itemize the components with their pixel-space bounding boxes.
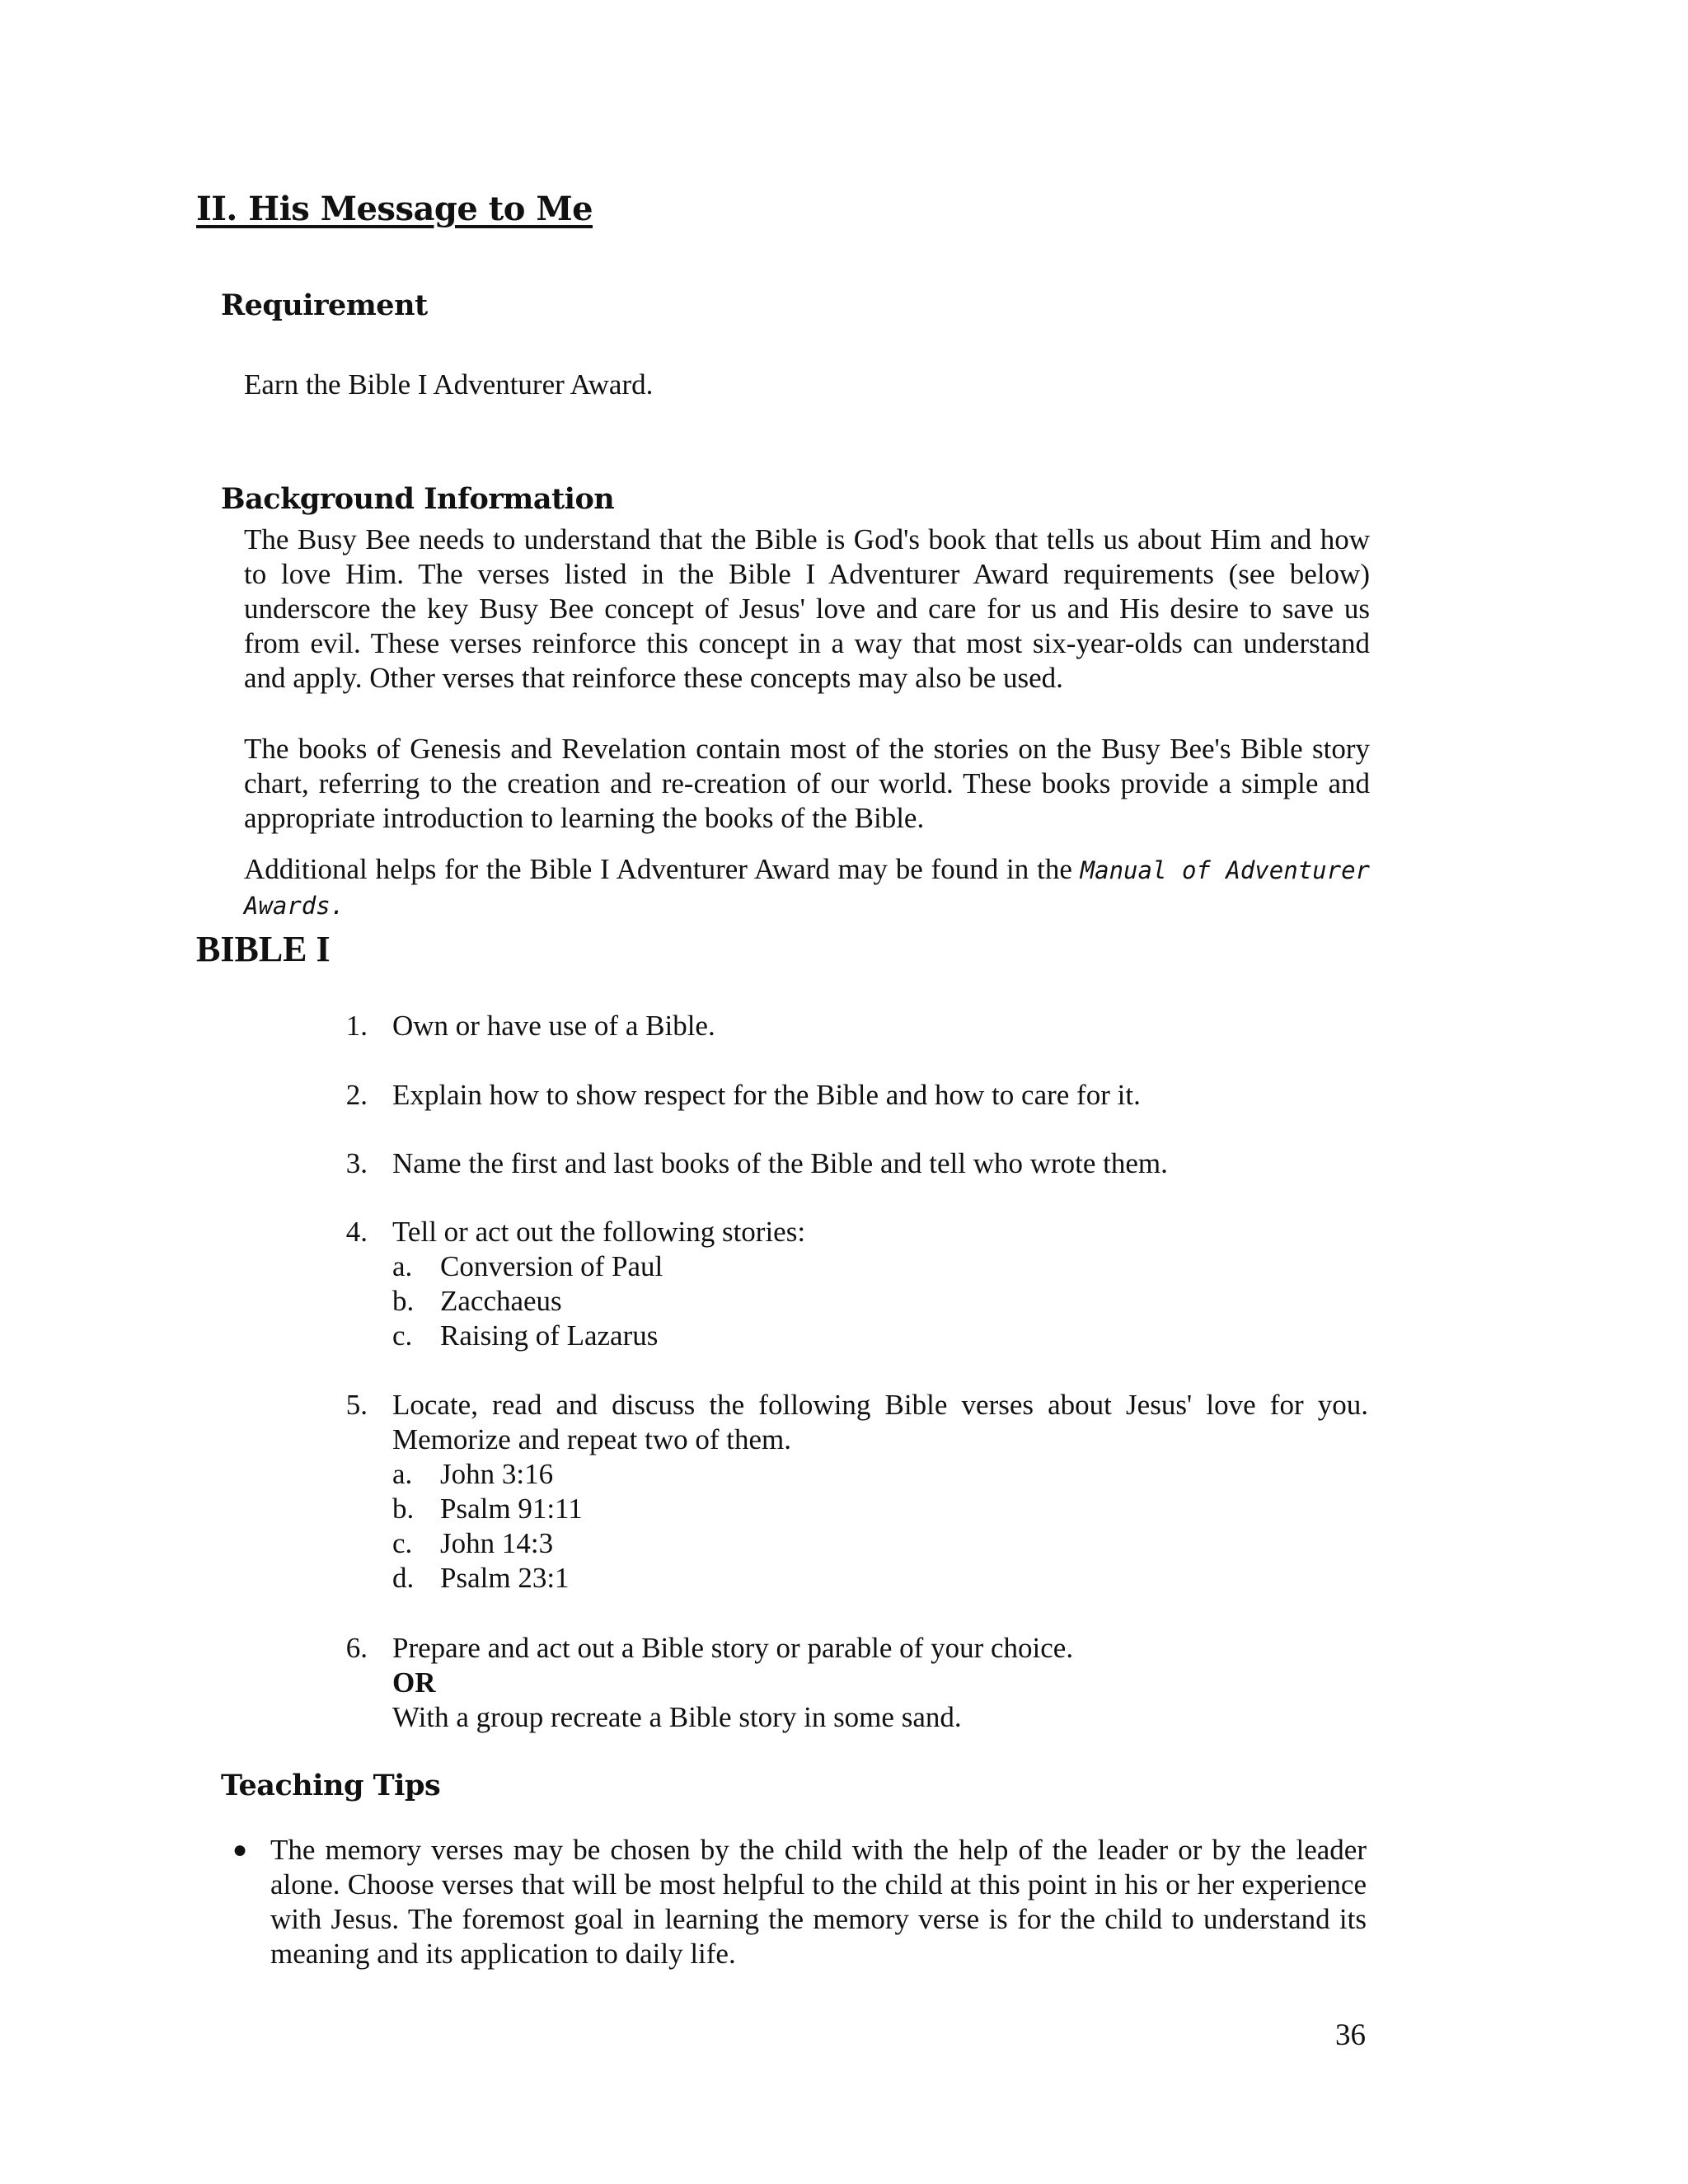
item-content (392, 1215, 1368, 1353)
sub-letter: b. (392, 1493, 415, 1525)
sub-letter: a. (392, 1250, 413, 1282)
sub-text: Conversion of Paul (440, 1250, 663, 1282)
background-heading: Background Information (221, 482, 615, 516)
item-number: 2. (345, 1079, 368, 1111)
section-title: II. His Message to Me (196, 190, 593, 228)
sub-item (392, 1284, 1368, 1319)
item-text: Name the first and last books of the Bible and tell who wrote them. (392, 1147, 1168, 1179)
item-alt-text: With a group recreate a Bible story in some sand. (392, 1701, 962, 1733)
sub-letter: a. (392, 1458, 413, 1490)
or-label: OR (392, 1666, 436, 1699)
requirements-list (338, 1009, 1368, 1733)
teaching-tips-heading: Teaching Tips (221, 1769, 441, 1802)
sub-text: Psalm 91:11 (440, 1493, 583, 1525)
sub-text: Zacchaeus (440, 1285, 562, 1317)
item-number: 4. (345, 1216, 368, 1248)
sub-text: Psalm 23:1 (440, 1562, 570, 1594)
bible-title: BIBLE I (196, 929, 331, 969)
teaching-tip-text: The memory verses may be chosen by the child with the help of the leader or by the leader alone. Choose verses that will be most helpful to the child at this point in his or her experience with Jesus. The foremost goal in learning the memory verse is for the child to understand its meaning and its application to daily life. (270, 1834, 1367, 1970)
item-content (392, 1388, 1368, 1596)
item-text: Tell or act out the following stories: (392, 1216, 806, 1248)
sub-item (392, 1561, 1368, 1596)
background-paragraph-1: The Busy Bee needs to understand that the Bible is God's book that tells us about Him and how to love Him. The verses listed in the Bible I Adventurer Award requirements (see below) underscore the key Busy Bee concept of Jesus' love and care for us and His desire to save us from evil. These verses reinforce this concept in a way that most six-year-olds can understand and apply. Other verses that reinforce these concepts may also be used. (244, 523, 1370, 694)
manual-title: Manual of Adventurer Awards. (244, 856, 1370, 920)
background-paragraph-3-text: Additional helps for the Bible I Adventurer Award may be found in the (244, 853, 1081, 885)
item-text: Prepare and act out a Bible story or parable of your choice. (392, 1632, 1074, 1664)
item-text: Explain how to show respect for the Bible and how to care for it. (392, 1079, 1141, 1111)
item-number: 5. (345, 1389, 368, 1421)
bullet-icon: ● (232, 1836, 248, 1863)
item-text: Locate, read and discuss the following Bible verses about Jesus' love for you. Memorize and repeat two of them. (392, 1389, 1368, 1455)
sub-letter: c. (392, 1527, 413, 1559)
sub-item (392, 1457, 1368, 1492)
sub-letter: c. (392, 1319, 413, 1352)
page-number: 36 (1335, 2018, 1366, 2052)
sub-letter: b. (392, 1285, 415, 1317)
sub-item (392, 1319, 1368, 1353)
sub-item (392, 1249, 1368, 1284)
item-number: 3. (345, 1147, 368, 1179)
sub-item (392, 1492, 1368, 1526)
item-text: Own or have use of a Bible. (392, 1010, 715, 1042)
background-paragraph-2: The books of Genesis and Revelation contain most of the stories on the Busy Bee's Bible story chart, referring to the creation and re-creation of our world. These books provide a simple and appropriate introduction to learning the books of the Bible. (244, 733, 1370, 834)
sub-text: John 3:16 (440, 1458, 554, 1490)
requirement-heading: Requirement (221, 288, 428, 322)
sub-item (392, 1526, 1368, 1561)
item-number: 1. (345, 1010, 368, 1042)
item-number: 6. (345, 1632, 368, 1664)
item-content (392, 1631, 1368, 1735)
sub-text: John 14:3 (440, 1527, 554, 1559)
background-paragraph-3 (244, 852, 1370, 923)
requirement-text: Earn the Bible I Adventurer Award. (244, 368, 654, 401)
sub-letter: d. (392, 1562, 415, 1594)
sub-text: Raising of Lazarus (440, 1319, 659, 1352)
